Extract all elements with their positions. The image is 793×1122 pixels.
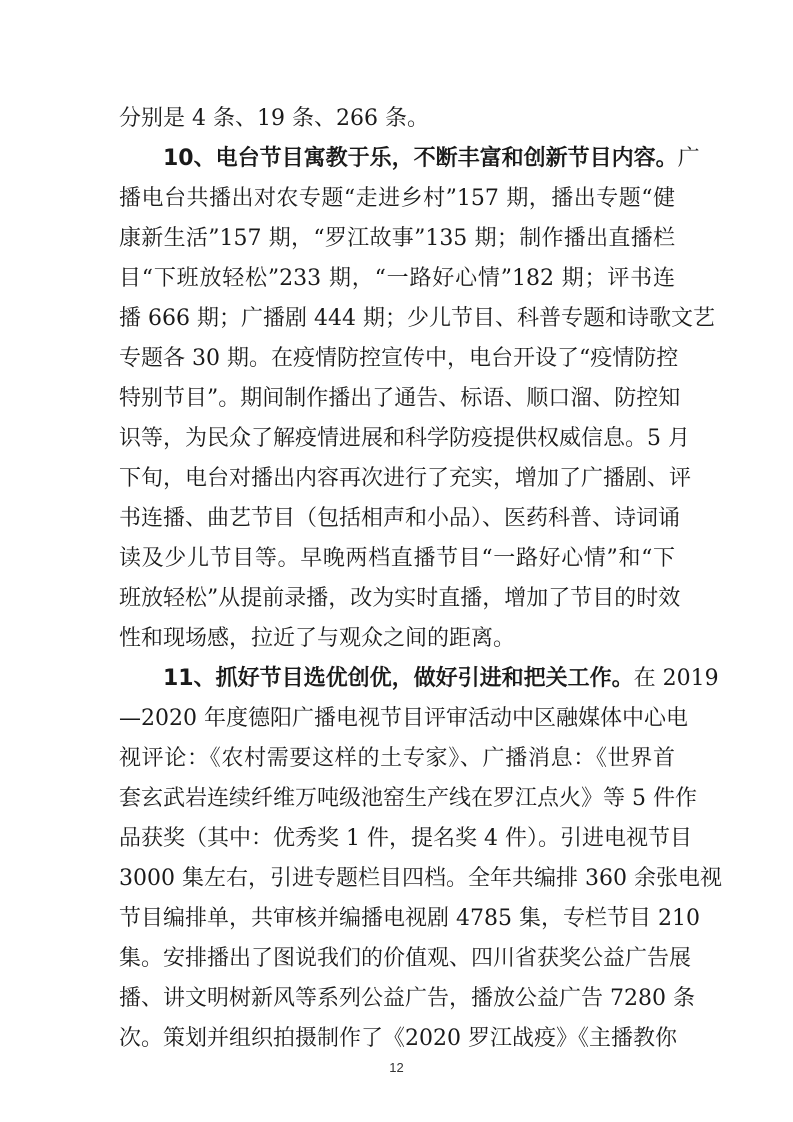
text-line: 班放轻松”从提前录播，改为实时直播，增加了节目的时效 bbox=[119, 586, 681, 611]
text-line: 次。策划并组织拍摄制作了《2020 罗江战疫》《主播教你 bbox=[119, 1026, 677, 1051]
text-line: 播 666 期；广播剧 444 期；少儿节目、科普专题和诗歌文艺 bbox=[119, 306, 715, 331]
text-line bbox=[163, 659, 719, 699]
text-line: 特别节目”。期间制作播出了通告、标语、顺口溜、防控知 bbox=[119, 386, 681, 411]
text-line: 套玄武岩连续纤维万吨级池窑生产线在罗江点火》等 5 件作 bbox=[119, 786, 697, 811]
text-line: 识等，为民众了解疫情进展和科学防疫提供权威信息。5 月 bbox=[119, 426, 690, 451]
text-line: 性和现场感，拉近了与观众之间的距离。 bbox=[119, 626, 516, 651]
text-line: 康新生活”157 期，“罗江故事”135 期；制作播出直播栏 bbox=[119, 226, 675, 251]
text-fragment: 广 bbox=[677, 146, 700, 171]
section-heading-10: 10、电台节目寓教于乐，不断丰富和创新节目内容。 bbox=[163, 146, 678, 171]
text-line: 分别是 4 条、19 条、266 条。 bbox=[119, 106, 429, 131]
text-fragment: 在 2019 bbox=[633, 666, 719, 691]
text-line: 视评论：《农村需要这样的土专家》、广播消息：《世界首 bbox=[119, 746, 675, 771]
text-line: 节目编排单，共审核并编播电视剧 4785 集，专栏节目 210 bbox=[119, 906, 700, 931]
text-line: —2020 年度德阳广播电视节目评审活动中区融媒体中心电 bbox=[119, 706, 688, 731]
text-line: 读及少儿节目等。早晚两档直播节目“一路好心情”和“下 bbox=[119, 546, 675, 571]
text-line: 播电台共播出对农专题“走进乡村”157 期，播出专题“健 bbox=[119, 186, 675, 211]
text-line: 书连播、曲艺节目（包括相声和小品）、医药科普、诗词诵 bbox=[119, 506, 681, 531]
text-line: 专题各 30 期。在疫情防控宣传中，电台开设了“疫情防控 bbox=[119, 346, 679, 371]
text-line: 品获奖（其中：优秀奖 1 件，提名奖 4 件）。引进电视节目 bbox=[119, 826, 692, 851]
page-number: 12 bbox=[389, 1060, 404, 1075]
text-line: 播、讲文明树新风等系列公益广告，播放公益广告 7280 条 bbox=[119, 986, 695, 1011]
text-line: 集。安排播出了图说我们的价值观、四川省获奖公益广告展 bbox=[119, 946, 692, 971]
section-heading-11: 11、抓好节目选优创优，做好引进和把关工作。 bbox=[163, 666, 634, 691]
text-line bbox=[163, 139, 700, 179]
text-line: 目“下班放轻松”233 期，“一路好心情”182 期；评书连 bbox=[119, 266, 675, 291]
text-line: 下旬，电台对播出内容再次进行了充实，增加了广播剧、评 bbox=[119, 466, 692, 491]
text-line: 3000 集左右，引进专题栏目四档。全年共编排 360 余张电视 bbox=[119, 866, 722, 891]
